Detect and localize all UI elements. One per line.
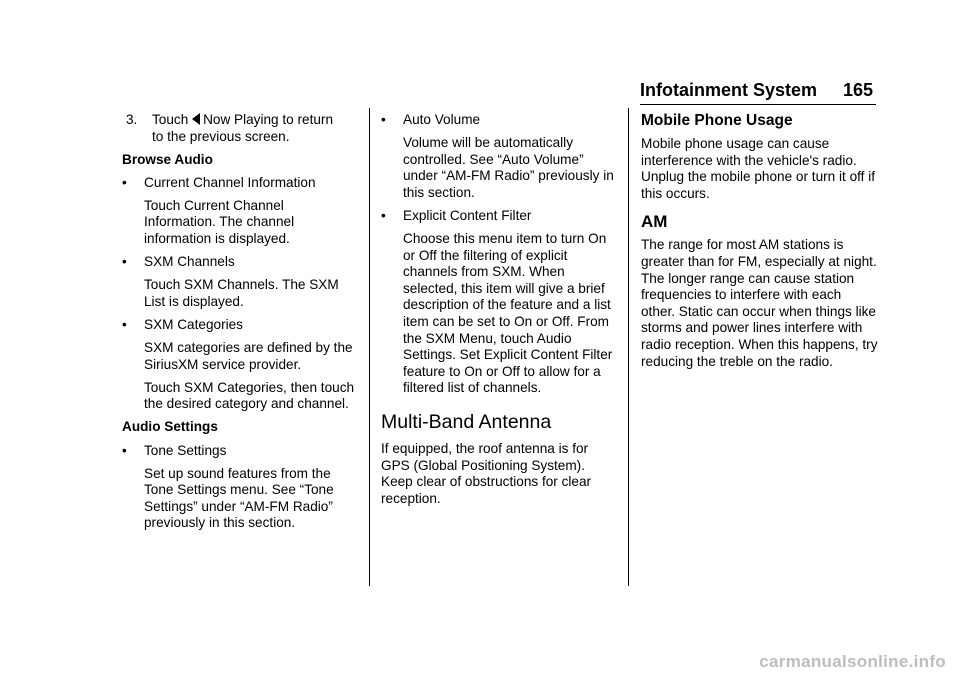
column-2 xyxy=(381,112,615,514)
bullet-icon: • xyxy=(122,254,127,270)
step-text-after: Now Playing to return xyxy=(203,112,334,127)
audio-settings-heading: Audio Settings xyxy=(122,419,218,435)
bullet-description: Touch Current Channel Information. The channel information is displayed. xyxy=(144,197,295,247)
bullet-description: Choose this menu item to turn On or Off the filtering of explicit channels from SXM. When selected, this item will give a brief description of the feature and a list item can be set to On or Off. From the SXM Menu, touch Audio Settings. Set Explicit Content Filter feature to On or Off to allow for a filtered list of channels. xyxy=(403,231,613,396)
watermark: carmanualsonline.info xyxy=(759,652,946,671)
bullet-description: Touch SXM Categories, then touch the desired category and channel. xyxy=(144,379,355,412)
column-divider-1 xyxy=(369,108,370,586)
column-1 xyxy=(122,112,356,538)
bullet-item xyxy=(381,112,615,129)
bullet-icon: • xyxy=(122,174,127,190)
antenna-paragraph: If equipped, the roof antenna is for GPS (Global Positioning System). Keep clear of obstructions for clear reception. xyxy=(381,441,592,506)
bullet-item xyxy=(122,443,356,460)
am-paragraph: The range for most AM stations is greater than for FM, especially at night. The longer range can cause station frequencies to interfere with each other. Static can occur when things like storms and power lines interfere with radio reception. When this happens, try reducing the treble on the radio. xyxy=(641,237,878,369)
column-divider-2 xyxy=(628,108,629,586)
bullet-title: SXM Channels xyxy=(144,254,235,270)
section-title: Infotainment System xyxy=(640,80,818,100)
bullet-description: SXM categories are defined by the SiriusXM service provider. xyxy=(144,340,353,372)
page-header xyxy=(640,80,873,101)
page-number: 165 xyxy=(842,80,873,100)
mobile-phone-paragraph: Mobile phone usage can cause interference with the vehicle's radio. Unplug the mobile phone or turn it off if this occurs. xyxy=(641,136,876,201)
bullet-title: Tone Settings xyxy=(144,442,227,458)
header-rule xyxy=(640,104,876,105)
back-arrow-icon xyxy=(192,113,200,125)
step-text xyxy=(152,112,356,129)
step-3 xyxy=(122,112,356,129)
step-number: 3. xyxy=(126,112,138,127)
bullet-description: Volume will be automatically controlled. See “Auto Volume” under “AM-FM Radio” previously in this section. xyxy=(403,135,614,200)
bullet-title: Explicit Content Filter xyxy=(403,207,532,223)
bullet-title: SXM Categories xyxy=(144,316,243,332)
bullet-icon: • xyxy=(122,316,127,332)
bullet-description: Set up sound features from the Tone Settings menu. See “Tone Settings” under “AM-FM Radio” previously in this section. xyxy=(144,465,334,531)
step-text-before: Touch xyxy=(152,112,189,127)
bullet-title: Auto Volume xyxy=(403,112,481,127)
bullet-item xyxy=(381,208,615,225)
bullet-description: Touch SXM Channels. The SXM List is displayed. xyxy=(144,277,339,309)
am-heading: AM xyxy=(641,212,668,232)
mobile-phone-heading: Mobile Phone Usage xyxy=(641,112,793,129)
bullet-icon: • xyxy=(122,442,127,458)
bullet-item xyxy=(122,317,356,334)
browse-audio-heading: Browse Audio xyxy=(122,151,213,167)
bullet-item xyxy=(122,254,356,271)
bullet-title: Current Channel Information xyxy=(144,174,316,190)
bullet-item xyxy=(122,175,356,192)
bullet-icon: • xyxy=(381,207,386,223)
bullet-icon: • xyxy=(381,112,386,127)
column-3 xyxy=(641,112,879,377)
step-3-line2: to the previous screen. xyxy=(152,128,290,144)
multi-band-antenna-heading: Multi-Band Antenna xyxy=(381,411,552,433)
